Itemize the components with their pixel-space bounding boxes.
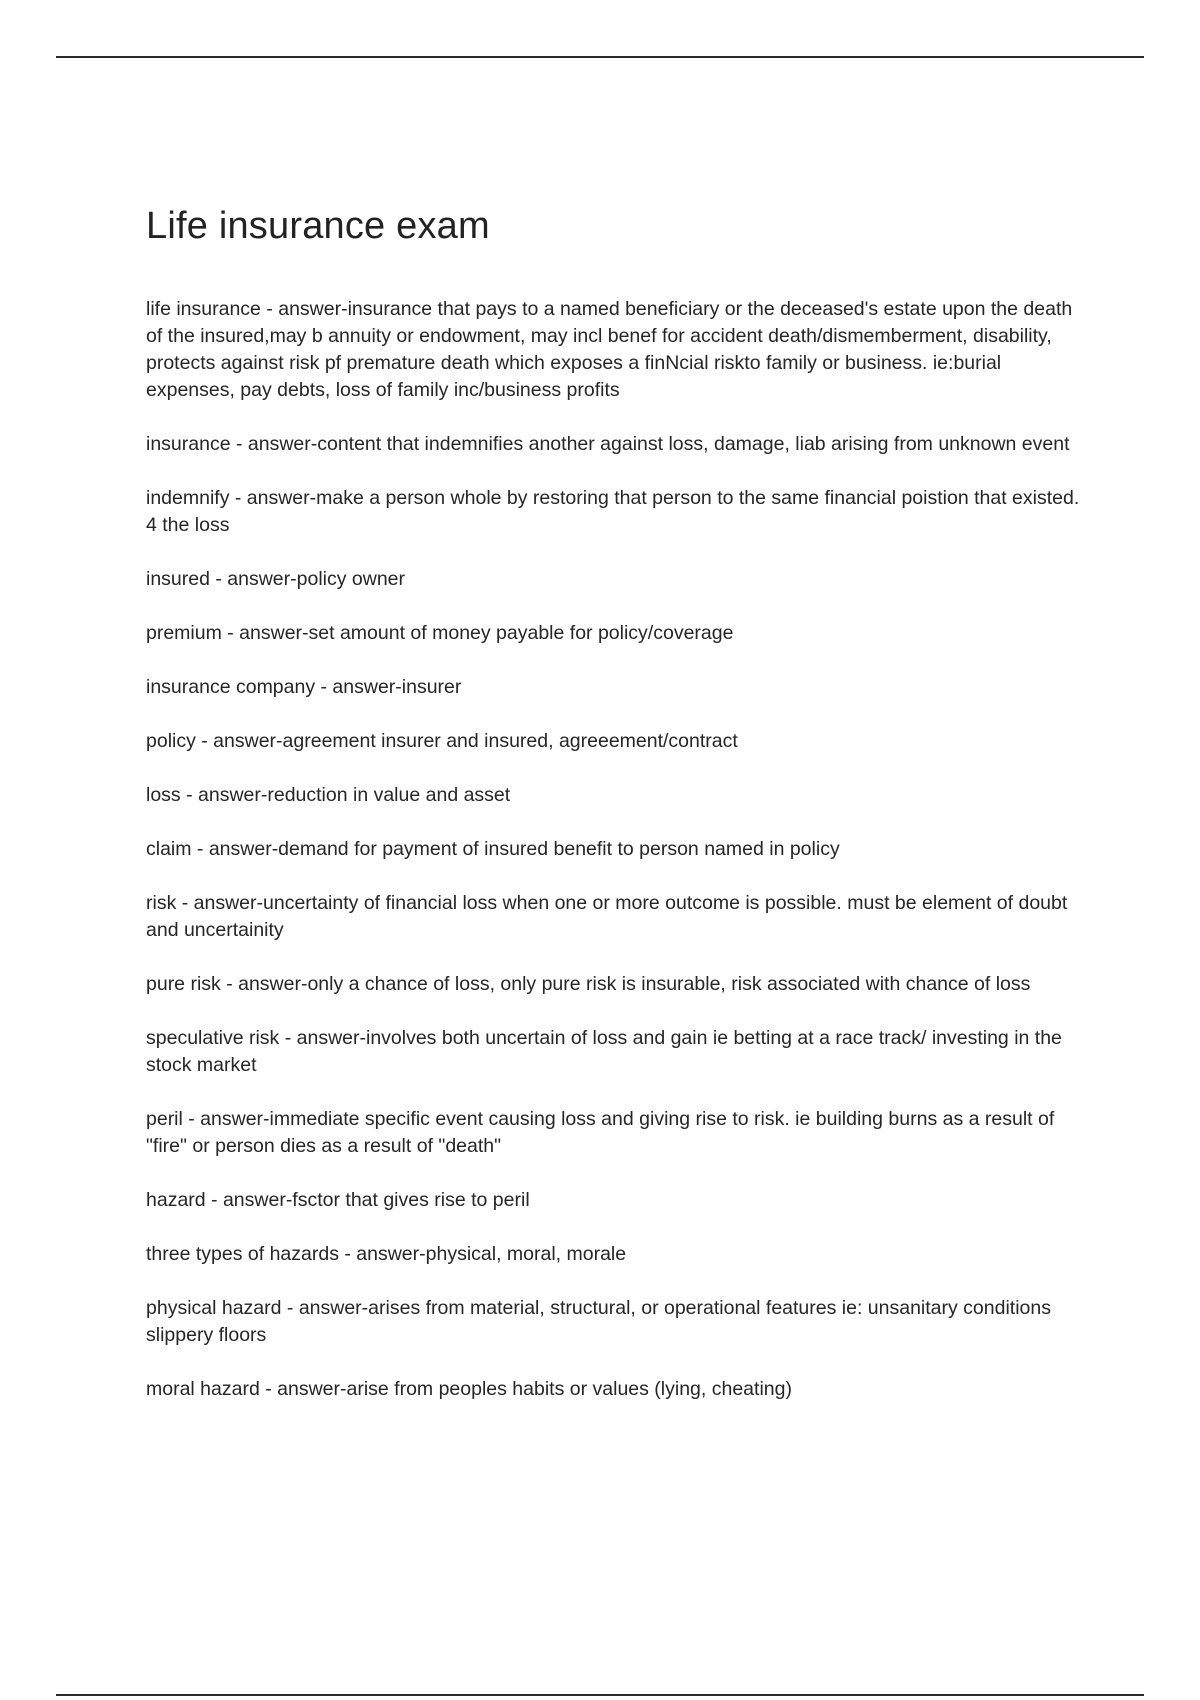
definition-entry: moral hazard - answer-arise from peoples habits or values (lying, cheating)	[146, 1378, 792, 1400]
definition-entry: speculative risk - answer-involves both uncertain of loss and gain ie betting at a race track/ investing in the stock market	[146, 1027, 1062, 1076]
definition-entry: pure risk - answer-only a chance of loss, only pure risk is insurable, risk associated with chance of loss	[146, 973, 1031, 995]
page-title: Life insurance exam	[146, 205, 490, 247]
definition-entry: premium - answer-set amount of money payable for policy/coverage	[146, 622, 734, 644]
definition-entry: loss - answer-reduction in value and asset	[146, 784, 511, 806]
definition-entry: indemnify - answer-make a person whole by restoring that person to the same financial poistion that existed. 4 the loss	[146, 487, 1080, 536]
definition-entry: policy - answer-agreement insurer and insured, agreeement/contract	[146, 730, 738, 752]
definition-entry: life insurance - answer-insurance that pays to a named beneficiary or the deceased's estate upon the death of the insured,may b annuity or endowment, may incl benef for accident death/dismemberment, disability, protects against risk pf premature death which exposes a finNcial riskto family or business. ie:burial expenses, pay debts, loss of family inc/business profits	[146, 298, 1073, 401]
header-rule	[56, 56, 1144, 58]
definition-entry: claim - answer-demand for payment of insured benefit to person named in policy	[146, 838, 840, 860]
definition-entry: insurance - answer-content that indemnifies another against loss, damage, liab arising from unknown event	[146, 433, 1070, 455]
definition-list	[146, 296, 1092, 1403]
definition-entry: risk - answer-uncertainty of financial loss when one or more outcome is possible. must be element of doubt and uncertainity	[146, 892, 1068, 941]
definition-entry: hazard - answer-fsctor that gives rise to peril	[146, 1189, 530, 1211]
footer-rule	[56, 1694, 1144, 1696]
page-content	[146, 200, 1092, 1430]
definition-entry: insured - answer-policy owner	[146, 568, 406, 590]
definition-entry: insurance company - answer-insurer	[146, 676, 462, 698]
definition-entry: three types of hazards - answer-physical, moral, morale	[146, 1243, 627, 1265]
definition-entry: peril - answer-immediate specific event causing loss and giving rise to risk. ie building burns as a result of "fire" or person dies as a result of "death"	[146, 1108, 1055, 1157]
definition-entry: physical hazard - answer-arises from material, structural, or operational features ie: unsanitary conditions slippery floors	[146, 1297, 1051, 1346]
